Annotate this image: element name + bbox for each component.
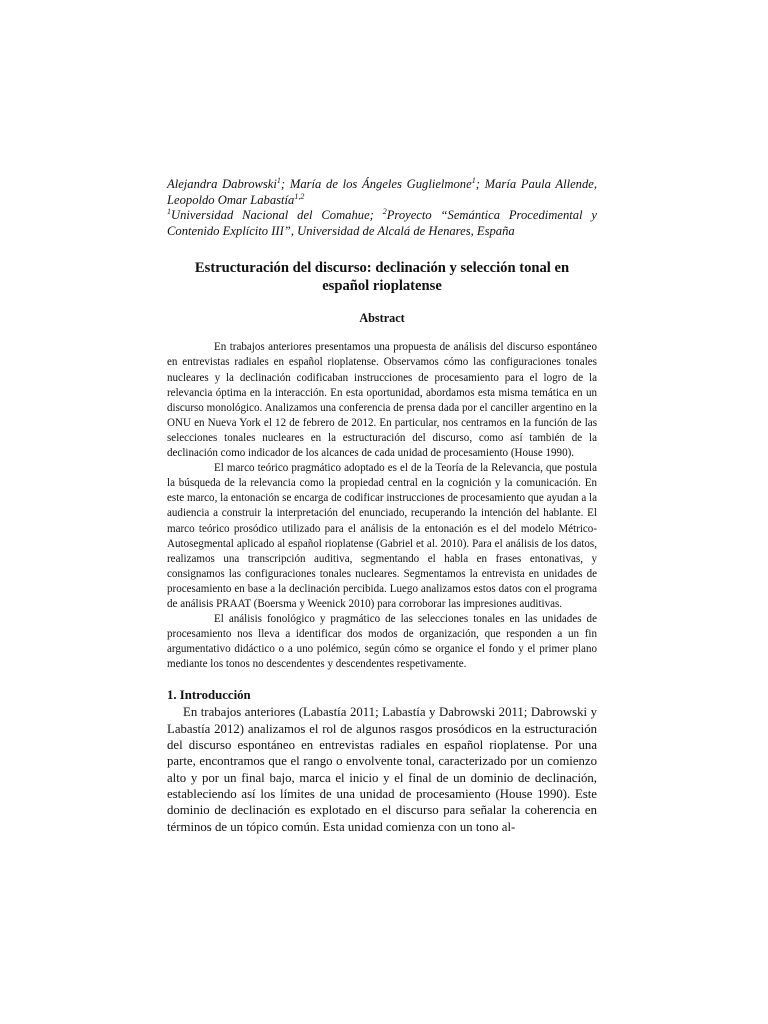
abstract-paragraph: El marco teórico pragmático adoptado es el de la Teoría de la Relevancia, que postula la búsqueda de la relevancia como la propiedad central en la cognición y la comunicación. En este marco, la entonación se encarga de codificar instrucciones de procesamiento que ayudan a la audiencia a construir la interpretación del enunciado, recuperando la intención del hablante. El marco teórico prosódico utilizado para el análisis de la entonación es el del modelo Métrico-Autosegmental aplicado al español rioplatense (Gabriel et al. 2010). Para el análisis de los datos, realizamos una transcripción auditiva, segmentando el habla en frases entonativas, y consignamos las configuraciones tonales nucleares. Segmentamos la entrevista en unidades de procesamiento en base a la declinación percibida. Luego analizamos estos datos con el programa de análisis PRAAT (Boersma y Weenick 2010) para corroborar las impresiones auditivas. (167, 462, 597, 610)
abstract-paragraph: El análisis fonológico y pragmático de las selecciones tonales en las unidades de procesamiento nos lleva a identificar dos modos de organización, que responden a un fin argumentativo didáctico o a uno polémico, según cómo se organice el fondo y el primer plano mediante los tonos no descendentes y descendentes respetivamente. (167, 613, 597, 671)
paper-title: Estructuración del discurso: declinación y selección tonal en español rioplatense (194, 260, 570, 294)
abstract-paragraph: En trabajos anteriores presentamos una propuesta de análisis del discurso espontáneo en entrevistas radiales en español rioplatense. Observamos cómo las configuraciones tonales nucleares y la declinación codificaban instrucciones de procesamiento para el logro de la relevancia óptima en la interacción. En esta oportunidad, abordamos esta misma temática en un discurso monológico. Analizamos una conferencia de prensa dada por el canciller argentino en la ONU en Nueva York el 12 de febrero de 2012. En particular, nos centramos en la función de las selecciones tonales nucleares en la estructuración del discurso, como así también de la declinación como indicador de los alcances de cada unidad de procesamiento (House 1990). (167, 341, 597, 460)
author-name: María Paula Allende, Leopoldo Omar Labastía (167, 177, 598, 207)
section-paragraph: En trabajos anteriores (Labastía 2011; Labastía y Dabrowski 2011; Dabrowski y Labastía 2012) analizamos el rol de algunos rasgos prosódicos en la estructuración del discurso espontáneo en entrevistas radiales en español rioplatense. Por una parte, encontramos que el rango o envolvente tonal, caracterizado por un comienzo alto y por un final bajo, marca el inicio y el final de un dominio de declinación, estableciendo así los límites de una unidad de procesamiento (House 1990). Este dominio de declinación es explotado en el discurso para señalar la coherencia en términos de un tópico común. Esta unidad comienza con un tono al- (167, 705, 597, 834)
author-affiliation-mark: 1 (276, 176, 281, 185)
abstract-body (167, 340, 597, 672)
author-name: Alejandra Dabrowski (167, 177, 277, 191)
author-affiliation-mark: 1 (471, 176, 476, 185)
affiliation-mark: 1 (167, 207, 171, 217)
author-name: María de los Ángeles Guglielmone (289, 177, 472, 191)
section-heading: 1. Introducción (167, 688, 251, 703)
author-block (167, 177, 597, 239)
affiliation-text: Universidad Nacional del Comahue; (171, 208, 383, 223)
author-affiliation-mark: 1,2 (294, 191, 305, 201)
affiliation-text: Proyecto “Semántica Procedimental y Contenido Explícito III”, Universidad de Alcalá de Henares, España (167, 208, 597, 238)
abstract-heading: Abstract (359, 311, 405, 326)
author-separator: ; (475, 177, 485, 191)
affiliation-mark: 2 (382, 207, 387, 217)
paper-content (167, 177, 597, 835)
author-separator: ; (280, 177, 290, 191)
